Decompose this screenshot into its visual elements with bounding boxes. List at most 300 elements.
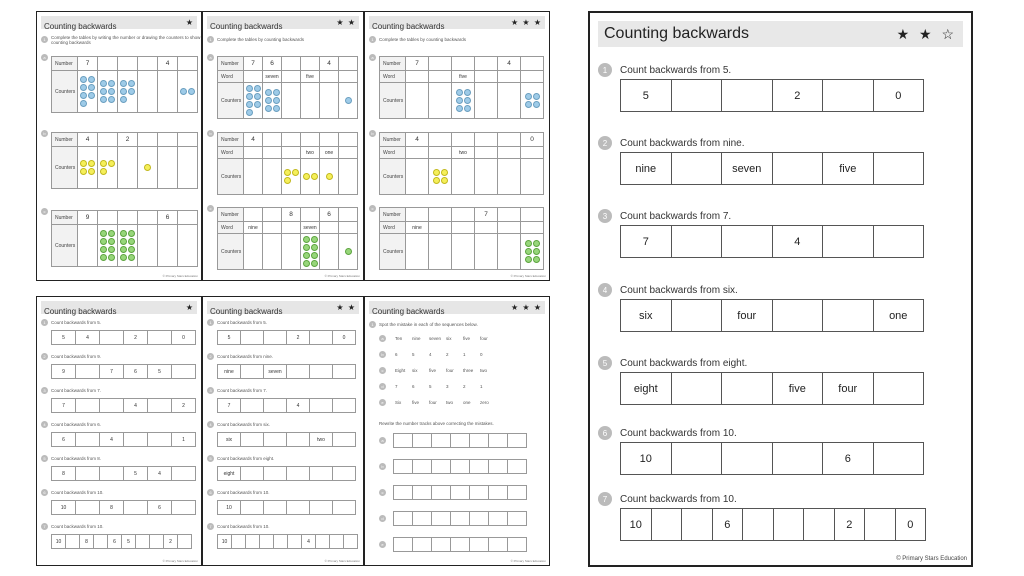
counters-cell[interactable]: [521, 83, 544, 119]
word-cell[interactable]: [320, 222, 339, 234]
number-cell[interactable]: 6: [263, 57, 282, 71]
track-cell[interactable]: 10: [218, 535, 232, 549]
number-cell[interactable]: [178, 57, 198, 71]
track-cell[interactable]: [470, 434, 489, 448]
track-cell[interactable]: [124, 433, 148, 447]
track-cell[interactable]: 4: [100, 433, 124, 447]
track-cell[interactable]: nine: [621, 153, 672, 185]
track-cell[interactable]: [264, 399, 287, 413]
track-cell[interactable]: [76, 501, 100, 515]
word-cell[interactable]: [498, 147, 521, 159]
word-cell[interactable]: [263, 147, 282, 159]
track-cell[interactable]: [671, 226, 722, 258]
word-cell[interactable]: [282, 71, 301, 83]
track-cell[interactable]: [148, 433, 172, 447]
track-cell[interactable]: 5: [148, 365, 172, 379]
track-cell[interactable]: [671, 80, 722, 112]
track-cell[interactable]: [432, 434, 451, 448]
number-cell[interactable]: [138, 57, 158, 71]
number-cell[interactable]: [475, 133, 498, 147]
counters-cell[interactable]: [78, 225, 98, 267]
track-cell[interactable]: [804, 509, 835, 541]
counters-cell[interactable]: [429, 234, 452, 270]
word-cell[interactable]: five: [301, 71, 320, 83]
number-cell[interactable]: [158, 133, 178, 147]
number-cell[interactable]: [98, 57, 118, 71]
track-cell[interactable]: [508, 434, 527, 448]
word-cell[interactable]: [406, 71, 429, 83]
counters-cell[interactable]: [98, 225, 118, 267]
track-cell[interactable]: [413, 512, 432, 526]
track-cell[interactable]: [413, 538, 432, 552]
track-cell[interactable]: 6: [108, 535, 122, 549]
track-cell[interactable]: six: [218, 433, 241, 447]
counters-cell[interactable]: [158, 225, 178, 267]
track-cell[interactable]: [148, 331, 172, 345]
track-cell[interactable]: seven: [264, 365, 287, 379]
word-cell[interactable]: one: [320, 147, 339, 159]
track-cell[interactable]: [489, 486, 508, 500]
number-cell[interactable]: [339, 133, 358, 147]
track-cell[interactable]: [823, 300, 874, 332]
track-cell[interactable]: six: [621, 300, 672, 332]
track-cell[interactable]: 6: [712, 509, 743, 541]
track-cell[interactable]: nine: [218, 365, 241, 379]
track-cell[interactable]: [172, 365, 196, 379]
word-cell[interactable]: [339, 222, 358, 234]
word-cell[interactable]: [475, 147, 498, 159]
word-cell[interactable]: [452, 222, 475, 234]
track-cell[interactable]: [66, 535, 80, 549]
track-cell[interactable]: [413, 460, 432, 474]
track-cell[interactable]: 2: [772, 80, 823, 112]
word-cell[interactable]: [521, 222, 544, 234]
word-cell[interactable]: [521, 147, 544, 159]
track-cell[interactable]: [310, 365, 333, 379]
track-cell[interactable]: 10: [621, 509, 652, 541]
counters-cell[interactable]: [301, 83, 320, 119]
number-cell[interactable]: 4: [498, 57, 521, 71]
track-cell[interactable]: [241, 433, 264, 447]
track-cell[interactable]: [451, 538, 470, 552]
counters-cell[interactable]: [282, 83, 301, 119]
counters-cell[interactable]: [452, 234, 475, 270]
counters-cell[interactable]: [282, 234, 301, 270]
track-cell[interactable]: [264, 331, 287, 345]
track-cell[interactable]: 7: [100, 365, 124, 379]
number-cell[interactable]: 7: [78, 57, 98, 71]
number-cell[interactable]: [178, 211, 198, 225]
track-cell[interactable]: [413, 486, 432, 500]
track-cell[interactable]: 2: [164, 535, 178, 549]
track-cell[interactable]: [508, 486, 527, 500]
track-cell[interactable]: [671, 300, 722, 332]
track-cell[interactable]: 4: [302, 535, 316, 549]
track-cell[interactable]: 7: [621, 226, 672, 258]
track-cell[interactable]: [241, 331, 264, 345]
number-cell[interactable]: 4: [320, 57, 339, 71]
counters-cell[interactable]: [263, 234, 282, 270]
track-cell[interactable]: [451, 460, 470, 474]
word-cell[interactable]: [429, 71, 452, 83]
number-cell[interactable]: [118, 211, 138, 225]
track-cell[interactable]: [508, 512, 527, 526]
track-cell[interactable]: [394, 512, 413, 526]
track-cell[interactable]: [150, 535, 164, 549]
track-cell[interactable]: four: [722, 300, 773, 332]
number-cell[interactable]: [521, 57, 544, 71]
track-cell[interactable]: [489, 538, 508, 552]
track-cell[interactable]: 6: [823, 443, 874, 475]
track-cell[interactable]: [344, 535, 358, 549]
track-cell[interactable]: [394, 486, 413, 500]
counters-cell[interactable]: [78, 147, 98, 189]
counters-cell[interactable]: [244, 159, 263, 195]
track-cell[interactable]: [172, 467, 196, 481]
track-cell[interactable]: [172, 501, 196, 515]
word-cell[interactable]: [429, 222, 452, 234]
counters-cell[interactable]: [429, 159, 452, 195]
track-cell[interactable]: 10: [52, 535, 66, 549]
word-cell[interactable]: [320, 71, 339, 83]
track-cell[interactable]: [264, 467, 287, 481]
number-cell[interactable]: [452, 57, 475, 71]
number-cell[interactable]: [498, 208, 521, 222]
counters-cell[interactable]: [178, 225, 198, 267]
number-cell[interactable]: 8: [282, 208, 301, 222]
track-cell[interactable]: 2: [172, 399, 196, 413]
number-cell[interactable]: [339, 208, 358, 222]
track-cell[interactable]: seven: [722, 153, 773, 185]
number-cell[interactable]: [98, 211, 118, 225]
counters-cell[interactable]: [475, 83, 498, 119]
track-cell[interactable]: [773, 509, 804, 541]
track-cell[interactable]: [873, 443, 924, 475]
track-cell[interactable]: 4: [148, 467, 172, 481]
number-cell[interactable]: [320, 133, 339, 147]
track-cell[interactable]: [100, 399, 124, 413]
track-cell[interactable]: eight: [218, 467, 241, 481]
track-cell[interactable]: [310, 331, 333, 345]
track-cell[interactable]: [310, 501, 333, 515]
track-cell[interactable]: 6: [124, 365, 148, 379]
number-cell[interactable]: [429, 57, 452, 71]
counters-cell[interactable]: [138, 147, 158, 189]
counters-cell[interactable]: [158, 147, 178, 189]
track-cell[interactable]: [682, 509, 713, 541]
counters-cell[interactable]: [498, 159, 521, 195]
track-cell[interactable]: [148, 399, 172, 413]
track-cell[interactable]: [865, 509, 896, 541]
track-cell[interactable]: [287, 501, 310, 515]
counters-cell[interactable]: [498, 234, 521, 270]
track-cell[interactable]: 0: [172, 331, 196, 345]
track-cell[interactable]: [264, 433, 287, 447]
track-cell[interactable]: 5: [122, 535, 136, 549]
counters-cell[interactable]: [178, 147, 198, 189]
number-cell[interactable]: 2: [118, 133, 138, 147]
track-cell[interactable]: two: [310, 433, 333, 447]
counters-cell[interactable]: [118, 225, 138, 267]
counters-cell[interactable]: [406, 83, 429, 119]
track-cell[interactable]: [178, 535, 192, 549]
counters-cell[interactable]: [138, 225, 158, 267]
track-cell[interactable]: [124, 501, 148, 515]
track-cell[interactable]: one: [873, 300, 924, 332]
number-cell[interactable]: 4: [158, 57, 178, 71]
track-cell[interactable]: [671, 373, 722, 405]
track-cell[interactable]: 10: [52, 501, 76, 515]
track-cell[interactable]: [470, 486, 489, 500]
track-cell[interactable]: [333, 501, 356, 515]
counters-cell[interactable]: [98, 71, 118, 113]
track-cell[interactable]: [489, 460, 508, 474]
number-cell[interactable]: 4: [78, 133, 98, 147]
number-cell[interactable]: [498, 133, 521, 147]
track-cell[interactable]: [100, 467, 124, 481]
track-cell[interactable]: [333, 399, 356, 413]
track-cell[interactable]: [94, 535, 108, 549]
counters-cell[interactable]: [158, 71, 178, 113]
number-cell[interactable]: [521, 208, 544, 222]
word-cell[interactable]: [339, 71, 358, 83]
word-cell[interactable]: two: [452, 147, 475, 159]
number-cell[interactable]: [452, 133, 475, 147]
track-cell[interactable]: 2: [124, 331, 148, 345]
track-cell[interactable]: [722, 80, 773, 112]
track-cell[interactable]: [823, 80, 874, 112]
track-cell[interactable]: [671, 153, 722, 185]
track-cell[interactable]: [722, 226, 773, 258]
number-cell[interactable]: [244, 208, 263, 222]
track-cell[interactable]: [508, 538, 527, 552]
track-cell[interactable]: [823, 226, 874, 258]
number-cell[interactable]: [406, 208, 429, 222]
track-cell[interactable]: [394, 538, 413, 552]
track-cell[interactable]: [873, 153, 924, 185]
track-cell[interactable]: [772, 300, 823, 332]
track-cell[interactable]: [470, 460, 489, 474]
word-cell[interactable]: [244, 71, 263, 83]
number-cell[interactable]: [282, 57, 301, 71]
track-cell[interactable]: [394, 460, 413, 474]
track-cell[interactable]: [241, 399, 264, 413]
track-cell[interactable]: [743, 509, 774, 541]
track-cell[interactable]: [722, 373, 773, 405]
track-cell[interactable]: [772, 443, 823, 475]
track-cell[interactable]: 10: [218, 501, 241, 515]
track-cell[interactable]: 5: [218, 331, 241, 345]
number-cell[interactable]: [452, 208, 475, 222]
counters-cell[interactable]: [138, 71, 158, 113]
track-cell[interactable]: 0: [333, 331, 356, 345]
track-cell[interactable]: [489, 512, 508, 526]
number-cell[interactable]: 6: [320, 208, 339, 222]
counters-cell[interactable]: [429, 83, 452, 119]
number-cell[interactable]: [178, 133, 198, 147]
counters-cell[interactable]: [320, 83, 339, 119]
track-cell[interactable]: [232, 535, 246, 549]
track-cell[interactable]: 5: [124, 467, 148, 481]
number-cell[interactable]: [263, 133, 282, 147]
number-cell[interactable]: [301, 208, 320, 222]
track-cell[interactable]: [274, 535, 288, 549]
track-cell[interactable]: [288, 535, 302, 549]
track-cell[interactable]: [432, 512, 451, 526]
number-cell[interactable]: 7: [475, 208, 498, 222]
word-cell[interactable]: [244, 147, 263, 159]
number-cell[interactable]: [118, 57, 138, 71]
track-cell[interactable]: [287, 365, 310, 379]
track-cell[interactable]: [873, 226, 924, 258]
counters-cell[interactable]: [263, 159, 282, 195]
track-cell[interactable]: eight: [621, 373, 672, 405]
track-cell[interactable]: [260, 535, 274, 549]
track-cell[interactable]: [241, 501, 264, 515]
number-cell[interactable]: 4: [244, 133, 263, 147]
counters-cell[interactable]: [98, 147, 118, 189]
track-cell[interactable]: 7: [218, 399, 241, 413]
word-cell[interactable]: nine: [406, 222, 429, 234]
track-cell[interactable]: 1: [172, 433, 196, 447]
track-cell[interactable]: [470, 538, 489, 552]
track-cell[interactable]: 10: [621, 443, 672, 475]
word-cell[interactable]: [498, 222, 521, 234]
track-cell[interactable]: [722, 443, 773, 475]
track-cell[interactable]: 4: [124, 399, 148, 413]
track-cell[interactable]: [333, 433, 356, 447]
track-cell[interactable]: 0: [873, 80, 924, 112]
counters-cell[interactable]: [406, 234, 429, 270]
counters-cell[interactable]: [301, 159, 320, 195]
track-cell[interactable]: 6: [148, 501, 172, 515]
word-cell[interactable]: [475, 222, 498, 234]
number-cell[interactable]: 7: [244, 57, 263, 71]
counters-cell[interactable]: [521, 234, 544, 270]
number-cell[interactable]: [301, 57, 320, 71]
track-cell[interactable]: [246, 535, 260, 549]
track-cell[interactable]: [316, 535, 330, 549]
counters-cell[interactable]: [320, 159, 339, 195]
number-cell[interactable]: [429, 133, 452, 147]
track-cell[interactable]: 7: [52, 399, 76, 413]
track-cell[interactable]: [451, 512, 470, 526]
track-cell[interactable]: [413, 434, 432, 448]
counters-cell[interactable]: [339, 83, 358, 119]
number-cell[interactable]: [475, 57, 498, 71]
track-cell[interactable]: [394, 434, 413, 448]
track-cell[interactable]: [287, 433, 310, 447]
counters-cell[interactable]: [339, 159, 358, 195]
counters-cell[interactable]: [406, 159, 429, 195]
track-cell[interactable]: [772, 153, 823, 185]
counters-cell[interactable]: [452, 159, 475, 195]
counters-cell[interactable]: [78, 71, 98, 113]
track-cell[interactable]: [470, 512, 489, 526]
number-cell[interactable]: [98, 133, 118, 147]
track-cell[interactable]: [330, 535, 344, 549]
track-cell[interactable]: 0: [895, 509, 926, 541]
counters-cell[interactable]: [521, 159, 544, 195]
word-cell[interactable]: seven: [301, 222, 320, 234]
track-cell[interactable]: 9: [52, 365, 76, 379]
track-cell[interactable]: [451, 434, 470, 448]
track-cell[interactable]: [333, 365, 356, 379]
counters-cell[interactable]: [339, 234, 358, 270]
track-cell[interactable]: [508, 460, 527, 474]
track-cell[interactable]: [432, 486, 451, 500]
word-cell[interactable]: [406, 147, 429, 159]
word-cell[interactable]: [429, 147, 452, 159]
track-cell[interactable]: [241, 467, 264, 481]
track-cell[interactable]: [310, 399, 333, 413]
track-cell[interactable]: 8: [80, 535, 94, 549]
number-cell[interactable]: [339, 57, 358, 71]
track-cell[interactable]: [432, 460, 451, 474]
track-cell[interactable]: [100, 331, 124, 345]
track-cell[interactable]: [76, 365, 100, 379]
track-cell[interactable]: 4: [772, 226, 823, 258]
track-cell[interactable]: 4: [287, 399, 310, 413]
word-cell[interactable]: [498, 71, 521, 83]
word-cell[interactable]: seven: [263, 71, 282, 83]
counters-cell[interactable]: [178, 71, 198, 113]
counters-cell[interactable]: [282, 159, 301, 195]
counters-cell[interactable]: [301, 234, 320, 270]
word-cell[interactable]: five: [452, 71, 475, 83]
counters-cell[interactable]: [452, 83, 475, 119]
track-cell[interactable]: [287, 467, 310, 481]
number-cell[interactable]: [138, 211, 158, 225]
number-cell[interactable]: [138, 133, 158, 147]
track-cell[interactable]: [241, 365, 264, 379]
track-cell[interactable]: [76, 399, 100, 413]
track-cell[interactable]: [264, 501, 287, 515]
track-cell[interactable]: [671, 443, 722, 475]
word-cell[interactable]: [282, 147, 301, 159]
track-cell[interactable]: five: [823, 153, 874, 185]
track-cell[interactable]: four: [823, 373, 874, 405]
track-cell[interactable]: [432, 538, 451, 552]
word-cell[interactable]: [263, 222, 282, 234]
word-cell[interactable]: [282, 222, 301, 234]
track-cell[interactable]: [310, 467, 333, 481]
track-cell[interactable]: 4: [76, 331, 100, 345]
track-cell[interactable]: five: [772, 373, 823, 405]
counters-cell[interactable]: [475, 159, 498, 195]
word-cell[interactable]: [521, 71, 544, 83]
track-cell[interactable]: [651, 509, 682, 541]
counters-cell[interactable]: [244, 83, 263, 119]
word-cell[interactable]: two: [301, 147, 320, 159]
number-cell[interactable]: [429, 208, 452, 222]
track-cell[interactable]: [136, 535, 150, 549]
track-cell[interactable]: 5: [621, 80, 672, 112]
track-cell[interactable]: [451, 486, 470, 500]
track-cell[interactable]: 8: [52, 467, 76, 481]
track-cell[interactable]: 5: [52, 331, 76, 345]
track-cell[interactable]: 6: [52, 433, 76, 447]
word-cell[interactable]: nine: [244, 222, 263, 234]
counters-cell[interactable]: [320, 234, 339, 270]
number-cell[interactable]: 0: [521, 133, 544, 147]
number-cell[interactable]: 9: [78, 211, 98, 225]
number-cell[interactable]: [301, 133, 320, 147]
word-cell[interactable]: [339, 147, 358, 159]
counters-cell[interactable]: [118, 71, 138, 113]
number-cell[interactable]: 6: [158, 211, 178, 225]
track-cell[interactable]: [76, 433, 100, 447]
